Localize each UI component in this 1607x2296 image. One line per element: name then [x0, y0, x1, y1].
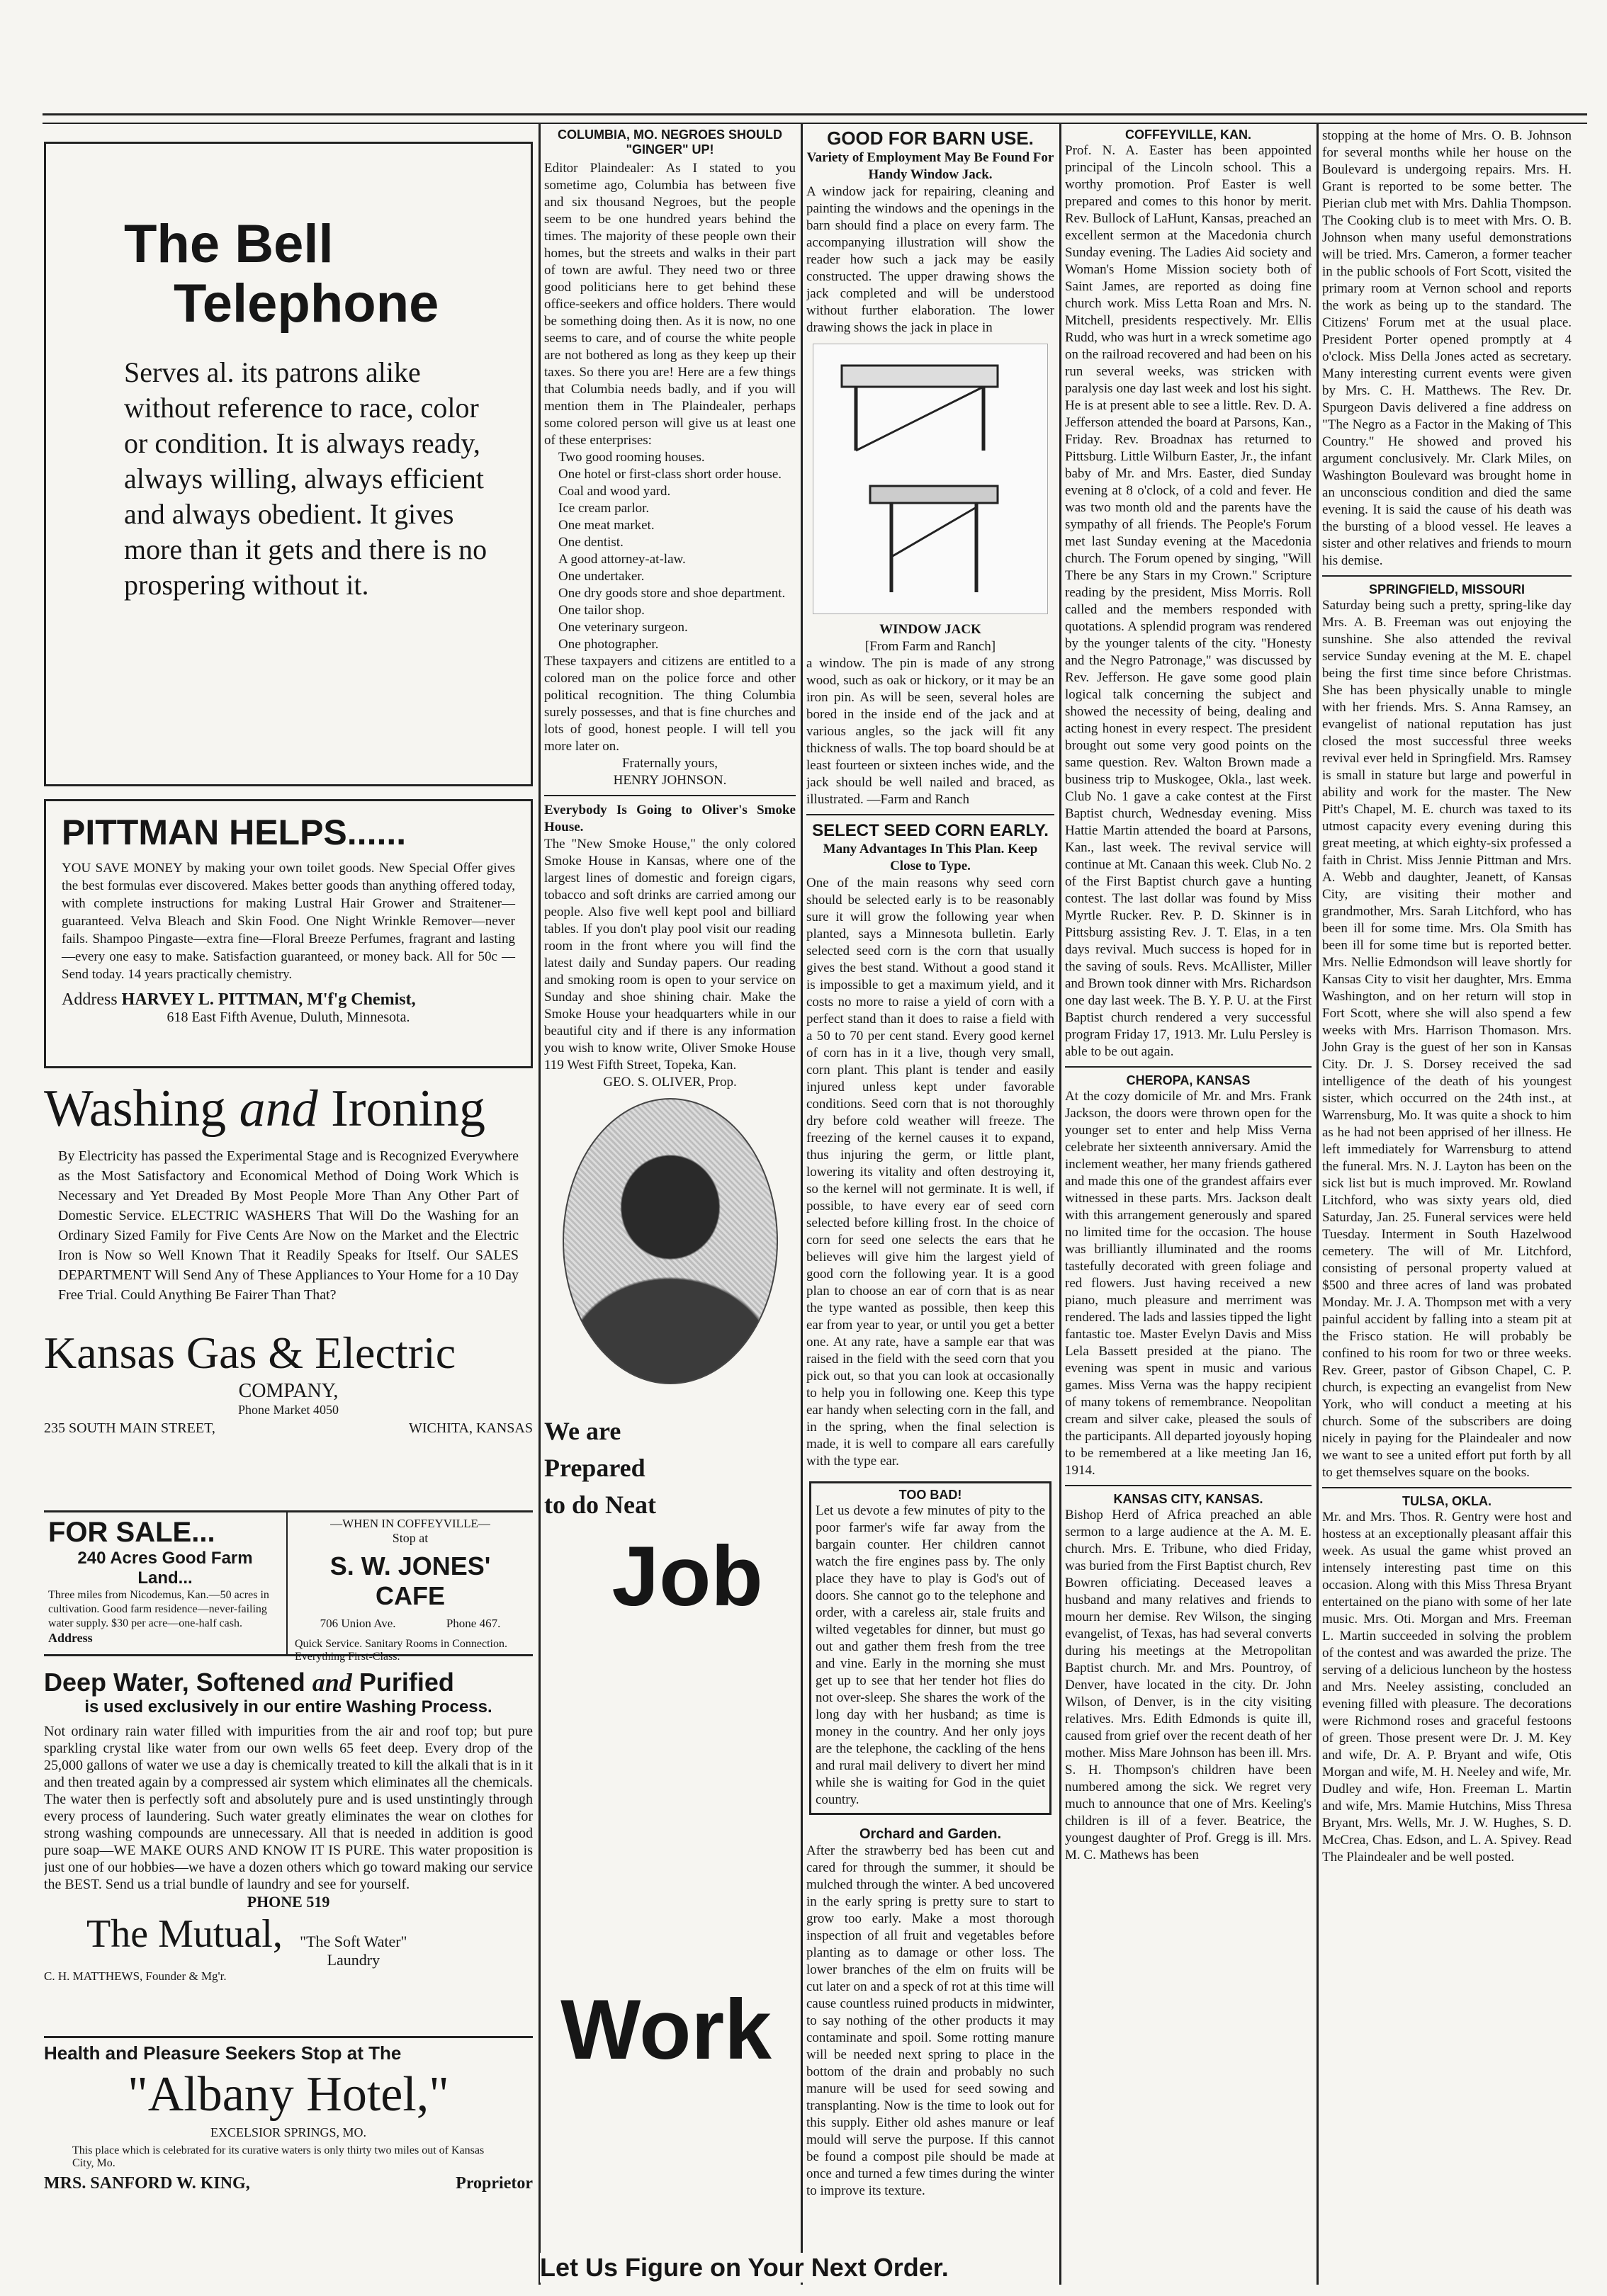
kansas-gas-company: COMPANY, [238, 1380, 339, 1402]
cafe-phone: Phone 467. [446, 1617, 501, 1630]
jack-caption: WINDOW JACK [879, 622, 981, 637]
smoke-house-lead: Everybody Is Going to Oliver's Smoke House. [544, 803, 796, 835]
column-5-top: stopping at the home of Mrs. O. B. Johnson for several months while her house on the Boulevard is undergoing repairs. Mrs. H. Grant is reported to be some better. The Pierian club met with Mrs. Dahlia Thompson. The Cooking club is to meet with Mrs. O. B. Johnson when many useful demonstrations will be tried. Mrs. Cameron, a former teacher in the public schools of Fort Scott, visited the primary room at Vernon school and reports the work as being up to the standard. The Citizens' Forum met at the usual place. President Porter opened promptly at 4 o'clock. Miss Della Jones acted as secretary. Many interesting current events were given by Mrs. C. H. Matthews. The Rev. Dr. Spurgeon Davis delivered a fine address on "The Negro as a Factor in the Making of This Country." He showed and proved his argument conclusively. Mr. Clark Miles, on Washington Boulevard was brought home in an unconscious condition and died the same evening. It is said the cause of his death was the bursting of a blood vessel. He leaves a sister and other relatives and friends to mourn his demise. [1322, 128, 1572, 568]
window-jack-drawing [813, 344, 1047, 613]
albany-proprietor-label: Proprietor [456, 2174, 533, 2193]
columbia-need: One dry goods store and shoe department. [558, 586, 786, 601]
job-work-footer: Let Us Figure on Your Next Order. [540, 2253, 1057, 2283]
smoke-house-signature: GEO. S. OLIVER, Prop. [603, 1075, 737, 1090]
ads-column [44, 128, 533, 2241]
column-rule [1059, 124, 1061, 2285]
too-bad-body: Let us devote a few minutes of pity to the poor farmer's wife far away from the bargain counter. Her children cannot watch the fire engines pass by. The only place they have to play is God's out of doors. She cannot go to the telephone and order, with a careless air, stale fruits and wilted vegetables for dinner, but must go out and gather them fresh from the tree and vine. Early in the morning she must get up to see that her tender hot flies do not over-sleep. She shares the work of the long day with her husband; as time is money in the country. And her only joys are the telephone, the cackling of the hens and rural mail delivery to divert her mind while she is waiting for God in the quiet country. [816, 1503, 1045, 1807]
divider [1322, 1487, 1572, 1488]
kansas-city-title: KANSAS CITY, KANSAS. [1113, 1492, 1263, 1506]
seed-corn-sub: Many Advantages In This Plan. Keep Close to Type. [823, 842, 1038, 873]
albany-proprietor-name: MRS. SANFORD W. KING, [44, 2174, 250, 2193]
kansas-gas-city: WICHITA, KANSAS [408, 1420, 533, 1436]
divider [544, 795, 796, 796]
cafe-street: 706 Union Ave. [320, 1617, 396, 1630]
columbia-need: A good attorney-at-law. [558, 552, 686, 567]
pittman-address-label: Address [62, 990, 118, 1009]
cafe-tag: Quick Service. Sanitary Rooms in Connection. Everything First-Class. [295, 1638, 507, 1663]
mutual-title [44, 1668, 533, 1697]
pittman-address-name: HARVEY L. PITTMAN, M'f'g Chemist, [121, 990, 416, 1009]
too-bad-title: TOO BAD! [898, 1488, 962, 1502]
for-sale-title: FOR SALE... [48, 1517, 215, 1548]
albany-name: "Albany Hotel," [128, 2067, 449, 2122]
seed-corn-body: One of the main reasons why seed corn should be selected early is to be reasonably sure it will grow the following year when planted, says a Minnesota bulletin. Early selected seed corn is the corn that usually gives the best stand. Without a good stand it is impossible to get a maximum yield, and it costs no more to raise a yield of corn with a perfect stand than it does to raise a field with a 50 to 70 per cent stand. Every good kernel of corn has in it a live, though very small, corn plant. This plant is tender and easily injured unless kept under favorable conditions. Seed corn that is not thoroughly dry before cold weather will freeze. The freezing of the kernel causes it to expand, thus injuring the germ, or little plant, lowering its vitality and often destroying it, so the kernel will not germinate. It is well, if possible, to have every ear of seed corn selected before killing frost. In the choice of corn for seed one selects the ears that he believes will give him the largest yield of good corn the following year. It is a good plan to choose an ear of corn that is as near the type wanted as possible, then keep this ear from year to year, or until you get a better one. At any rate, have a sample ear that was raised in the field with the seed corn that you pick out, so that you can look at occasionally to help you in following one. Keep this type ear handy when selecting corn in the fall, and in the spring, when the final selection is made, it is well to compare all ears carefully with the type ear. [806, 876, 1054, 1469]
columbia-need: One hotel or first-class short order house. [558, 467, 782, 482]
too-bad-box [809, 1481, 1051, 1815]
albany-body: This place which is celebrated for its curative waters is only thirty two miles out of Kansas City, Mo. [72, 2144, 485, 2169]
divider [1322, 575, 1572, 577]
pittman-street: 618 East Fifth Avenue, Duluth, Minnesota. [167, 1010, 410, 1025]
for-sale-cafe-row [44, 1510, 533, 1663]
for-sale-address: Address [48, 1631, 93, 1645]
pittman-address [62, 990, 515, 1010]
jack-credit: [From Farm and Ranch] [864, 639, 996, 654]
washing-body: By Electricity has passed the Experimental Stage and is Recognized Everywhere as the Most Satisfactory and Economical Method of Doing Work Which is Necessary and Yet Dreaded By Most People More Than Any Other Part of Domestic Service. ELECTRIC WASHERS That Will Do the Washing for an Ordinary Sized Family for Five Cents Are Now on the Market and the Electric Iron is Now so Well Known That it Readily Speaks for Itself. Our SALES DEPARTMENT Will Send Any of These Appliances to Your Home for a 10 Day Free Trial. Could Anything Be Fairer Than That? [58, 1148, 519, 1303]
orchard-title: Orchard and Garden. [859, 1826, 1002, 1842]
for-sale-ad [44, 1512, 288, 1654]
kansas-gas-address: 235 SOUTH MAIN STREET, [44, 1420, 215, 1436]
work-word: Work [560, 1982, 772, 2077]
washing-title-and: and [239, 1080, 318, 1138]
mutual-body: Not ordinary rain water filled with impurities from the air and roof top; but pure sparkling crystal like water from our own wells 65 feet deep. Every drop of the 25,000 gallons of water we use a day is chemically treated to kill the alkali that is in it and then treated again by a compressed air system which eliminates all the chemicals. The water then is perfectly soft and absolutely pure and is used unstintingly through every process of laundering. Such water greatly eliminates the wear on clothes for strong washing compounds are unnecessary. All that is needed in addition is good pure soap—WE MAKE OURS AND KNOW IT IS PURE. This water proposition is just one of our hobbies—we have a dozen others which go toward making our service the BEST. Send us a trial bundle of laundry and see for yourself. [44, 1724, 533, 1892]
jones-cafe-ad [288, 1512, 533, 1663]
smoke-house-body: The "New Smoke House," the only colored Smoke House in Kansas, where one of the largest lines of domestic and foreign cigars, tobacco and soft drinks are carried among our people. Also five well kept pool and billiard tables. If you don't play pool visit our reading room in the front where you will find the latest daily and Sunday papers. Our reading and smoking room is open to your service on Sunday and shoe shining chair. Make the Smoke House your headquarters while in our beautiful city and if there is any information you wish to know write, Oliver Smoke House 119 West Fifth Street, Topeka, Kan. [544, 837, 796, 1073]
pittman-body: YOU SAVE MONEY by making your own toilet goods. New Special Offer gives the best formulas ever discovered. Makes better goods than anything offered today, with complete instructions for making Lustral Hair Grower and Straitener—guaranteed. Velva Bleach and Skin Food. One Night Wrinkle Remover—never fails. Shampoo Pingaste—extra fine—Floral Breeze Perfumes, fragrant and lasting—every one easy to make. Satisfaction guaranteed, or money back. All for 50c —Send today. 14 years practically chemistry. [62, 861, 515, 982]
columbia-title: COLUMBIA, MO. NEGROES SHOULD "GINGER" UP! [557, 128, 782, 157]
columbia-signature: HENRY JOHNSON. [613, 773, 727, 788]
mutual-name-row [44, 1911, 533, 1969]
job-line: We are [544, 1417, 621, 1445]
mutual-name: The Mutual, [86, 1912, 283, 1956]
column-rule [801, 124, 803, 2285]
tulsa-body: Mr. and Mrs. Thos. R. Gentry were host and hostess at an exceptionally pleasant affair this week. As usual the game whist proved an intensely interesting past time on this occasion. Along with this Miss Thresa Bryant entertained on the piano with some of her late music. Mrs. Oti. Morgan and Mrs. Freeman L. Martin succeeded in solving the problem of the contest and was awarded the prize. The serving of a delicious luncheon by the hostess and Mrs. Neeley assisting, concluded an evening filled with pleasure. The decorations were Richmond roses and graceful festoons of green. Those present were Dr. J. M. Key and wife, Dr. A. P. Bryant and wife, Otis Morgan and wife, M. H. Neeley and wife, Mr. Dudley and wife, Hon. Freeman L. Martin and wife, Mrs. Mamie Hutchins, Miss Thresa Bryant, Mrs. Wells, Mr. J. W. Hughes, S. D. McCrea, Chas. Edson, and L. A. Spivey. Read The Plaindealer and be well posted. [1322, 1510, 1572, 1865]
orchard-body: After the strawberry bed has been cut and cared for through the summer, it should be mulched through the winter. A bed uncovered in the early spring is pretty sure to start to grow too early. Make a most thorough inspection of all fruit and vegetables before planting as to damage or other loss. The lower branches of the elm on fruits will be cut later on and a speck of rot at this time will cause countless ruined products in midwinter, to say nothing of the other products it may contaminate and spoil. Some rotting manure will be needed next spring to place in the bottom of the drain and probably no such manure will be used for seed sowing and transplanting. Now is the time to look out for this supply. Either old ashes manure or leaf mould will serve the purpose. If this cannot be found a compost pile should be made at once and turned a few times during the winter to improve its texture. [806, 1843, 1054, 2198]
kansas-gas-phone: Phone Market 4050 [238, 1403, 339, 1417]
mutual-title-b: Purified [359, 1668, 454, 1697]
columbia-closing: These taxpayers and citizens are entitled to a colored man on the police force and other political recognition. The thing Columbia surely possesses, and that is fine churches and lots of good, honest people. I will tell you more later on. [544, 654, 796, 754]
column-rule [1316, 124, 1319, 2285]
barn-body: A window jack for repairing, cleaning and painting the windows and the openings in the barn should find a place on every farm. The accompanying illustration will show the reader how such a jack may be easily constructed. The upper drawing shows the jack completed and will be understood without further elaboration. The lower drawing shows the jack in place in [806, 184, 1054, 335]
job-word: Job [611, 1529, 763, 1624]
columbia-needs [558, 449, 796, 653]
cafe-when: —WHEN IN COFFEYVILLE— [330, 1517, 490, 1530]
top-rule [43, 113, 1587, 124]
job-line: to do Neat [544, 1491, 656, 1519]
columbia-need: Ice cream parlor. [558, 501, 650, 516]
columbia-need: One undertaker. [558, 569, 645, 584]
bell-body: Serves al. its patrons alike without reference to race, color or condition. It is always ready, always willing, always efficient and always obedient. It gives more than it gets and there is no prospering without it. [124, 356, 487, 601]
for-sale-sub: 240 Acres Good Farm Land... [77, 1549, 253, 1588]
column-rule [539, 124, 541, 2285]
kansas-gas-title: Kansas Gas & Electric [44, 1328, 456, 1378]
divider [1065, 1066, 1312, 1068]
mutual-title-and: and [312, 1668, 352, 1697]
column-5 [1322, 128, 1572, 2281]
mutual-tagline: "The Soft Water" Laundry [300, 1933, 407, 1969]
springfield-title: SPRINGFIELD, MISSOURI [1368, 582, 1526, 596]
mutual-title-a: Deep Water, Softened [44, 1668, 305, 1697]
columbia-need: One tailor shop. [558, 603, 645, 618]
mutual-sub: is used exclusively in our entire Washing Process. [84, 1697, 492, 1717]
coffeyville-body: Prof. N. A. Easter has been appointed principal of the Lincoln school. This a worthy promotion. Prof Easter is well prepared and comes to this honor by merit. Rev. Bullock of LaHunt, Kansas, preached an excellent sermon at the Macedonia church Sunday evening. The Ladies Aid society and Woman's Home Mission society both of Saint James, are reported as doing fine church work. Miss Letta Roan and Mrs. N. Mitchell, presidents respectively. Mr. Ellis Rudd, who was hurt in a wreck sometime ago on the railroad recovered and had been on his run several weeks, was stricken with paralysis one day last week and lost his sight. He is at present able to see a little. Rev. D. A. Jefferson attended the board at Parsons, Kan., Friday. Rev. Broadnax has returned to Pittsburg. Little Wilburn Easter, Jr., the infant baby of Mr. and Mrs. Easter, died Sunday evening at 8 o'clock, of a cold and fever. He was two month old and the parents have the sympathy of all friends. The People's Forum met last Sunday evening at the Macedonia church. The Forum opened by singing, "Will There be any Stars in my Crown." Scripture reading by the president, Miss Morris. Roll called and the members responded with quotations. A splendid program was rendered by the younger talents of the city. "Honesty and the Negro Patronage," was discussed by Rev. Jefferson. He gave some good plain logical talk concerning the subject and showed the necessity of being, dealing and acting honest in every respect. The president brought out some very good points on the same question. Rev. Walton Brown made a business trip to Muskogee, Okla., last week. Club No. 1 gave a cake contest at the First Baptist church, Wednesday evening. Miss Hattie Martin attended the board at Parsons, Kan., last week. The revival service will continue at Mt. Canaan this week. Club No. 2 of the First Baptist church gave a hunting contest. The last dollar was found by Miss Myrtle Rucker. Rev. P. D. Skinner is in Pittsburg assisting Rev. J. T. Elas, in a ten days revival. Much success is hoped for in the saving of souls. Revs. McAllister, Miller and Brown took dinner with Mrs. Richardson one day last week. The B. Y. P. U. at the First Baptist church rendered a very successful program Friday 17, 1913. Mr. Lulu Persley is able to be out again. [1065, 143, 1312, 1059]
job-work-lines [544, 1413, 796, 1523]
washing-title [44, 1078, 533, 1139]
cherokee-title: CHEROPA, KANSAS [1126, 1073, 1251, 1087]
albany-town: EXCELSIOR SPRINGS, MO. [210, 2125, 367, 2139]
albany-proprietor-row [44, 2174, 533, 2193]
columbia-body: Editor Plaindealer: As I stated to you sometime ago, Columbia has between five and six thousand Negroes, but the people seem to be one hundred years behind the times. The majority of these people own their homes, but the streets and walks in their part of town are awful. They need two or three good politicians here to get behind these office-seekers and office holders. There would be something doing then. As it is now, no one seems to care, and of course the white people are not bothered as long as they keep up their taxes. So there you are! Here are a few things that Columbia needs badly, and if you will mention them in The Plaindealer, perhaps some colored person will give us at least one of these enterprises: [544, 161, 796, 448]
column-3 [806, 128, 1054, 2281]
for-sale-body: Three miles from Nicodemus, Kan.—50 acres in cultivation. Good farm residence—never-failing water supply. $30 per acre—one-half cash. [48, 1589, 269, 1629]
portrait-photo [563, 1098, 778, 1384]
column-4 [1065, 128, 1312, 2281]
kansas-city-body: Bishop Herd of Africa preached an able sermon to a large audience at the A. M. E. church. Mrs. E. Tribune, who died Friday, was buried from the First Baptist church, Rev Bowren officiating. Deceased leaves a husband and many relatives and friends to mourn her demise. Rev Wilson, the singing evangelist, of Texas, has had several converts during his meetings at the Metropolitan Baptist church. Mr. and Mrs. Pountroy, of Denver, have located in the city. Dr. John Wilson, of Denver, is in the city visiting relatives. Mrs. Edith Edmonds is quite ill, caused from grief over the recent death of her mother. Miss Mare Johnson has been ill. Mrs. S. H. Thompson's children have been numbered among the sick. We regret very much to announce that one of Mrs. Keeling's children is ill of a fever. Beatrice, the youngest daughter of Prof. Gregg is ill. Mrs. M. C. Mathews has been [1065, 1508, 1312, 1862]
bell-title-line2: Telephone [174, 273, 439, 334]
window-jack-illustration [813, 344, 1048, 614]
barn-body-2: a window. The pin is made of any strong wood, such as oak or hickory, or it may be an iron pin. As will be seen, several holes are bored in the inside end of the jack and at various angles, so the jack will fit any thickness of walls. The top board should be at least fourteen or sixteen inches wide, and the jack should be well nailed and braced, as illustrated. —Farm and Ranch [806, 656, 1054, 807]
cafe-street-row [295, 1617, 526, 1631]
kansas-gas-address-row [44, 1418, 533, 1440]
albany-lead: Health and Pleasure Seekers Stop at The [44, 2042, 402, 2064]
cafe-stop: Stop at [392, 1531, 429, 1545]
coffeyville-title: COFFEYVILLE, KAN. [1124, 128, 1251, 142]
divider [806, 814, 1054, 815]
mutual-laundry-ad [44, 1668, 533, 2036]
mutual-phone: PHONE 519 [247, 1893, 330, 1911]
column-2 [544, 128, 796, 2281]
columbia-need: Coal and wood yard. [558, 484, 671, 499]
divider [1065, 1485, 1312, 1486]
columbia-need: Two good rooming houses. [558, 450, 705, 465]
mutual-founder: C. H. MATTHEWS, Founder & Mg'r. [44, 1969, 227, 1983]
tulsa-title: TULSA, OKLA. [1402, 1494, 1492, 1508]
springfield-body: Saturday being such a pretty, spring-like day Mrs. A. B. Freeman was out enjoying the sunshine. She also attended the revival service Sunday evening at the M. E. chapel being the first time since before Christmas. She has been physically unable to mingle with her friends. Mrs. S. Anna Ramsey, an evangelist of national reputation has just closed the most successful three weeks revival ever held in Springfield. Mrs. Ramsey is small in stature but large and powerful in ability and work for the master. The New Pitt's Chapel, M. E. church was taxed to its utmost capacity every evening during this great meeting, at which eighty-six professed a faith in Christ. Miss Jennie Pittman and Mrs. A. Webb and daughter, Jeanett, of Kansas City, are visiting their mother and grandmother, Mrs. Sarah Litchford, who has been ill for some time. Mrs. Ola Smith has been ill for some time but is reported better. Mrs. Nellie Edmondson will leave shortly for Kansas City to visit her daughter, Mrs. Emma Washington, and on her return will stop in Fort Scott, where she will also spend a few weeks with Mrs. Harrison Thomason. Mrs. John Gray is the guest of her son in Kansas City. Dr. J. S. Dorsey received the sad intelligence of the death of his youngest sister, which occurred on the 24th inst., at Warrensburg, Mo. It was quite a shock to him as he had not been apprised of her illness. He left immediately for Warrensburg to attend the funeral. Mrs. N. J. Layton has been on the sick list but is much improved. Mr. Rowland Litchford, who was sixty years old, died Saturday, Jan. 25. Funeral services were held Tuesday. Interment in South Hazelwood cemetery. The will of Mr. Litchford, consisting of personal property valued at $500 and three acres of land was probated Monday. Mr. J. A. Thompson met with a very painful accident by falling into a steam pit at the Frisco station. He will probably be confined to his room for two or three weeks. Rev. Greer, pastor of Gibson Chapel, C. P. church, is expecting an evangelist from New York, who will conduct a meeting at his church. Some of the subscribers are doing nicely in paying for the Plaindealer and now we want to see a united effort put forth by all to get themselves square on the books. [1322, 598, 1572, 1480]
washing-title-b: Ironing [331, 1080, 485, 1138]
washing-title-a: Washing [44, 1080, 227, 1138]
bell-telephone-ad [44, 142, 533, 786]
barn-title: GOOD FOR BARN USE. [827, 128, 1034, 149]
columbia-signoff: Fraternally yours, [621, 756, 718, 771]
pittman-ad [44, 799, 533, 1068]
columbia-need: One dentist. [558, 535, 624, 550]
columbia-need: One photographer. [558, 637, 659, 652]
job-line: Prepared [544, 1454, 645, 1482]
barn-sub: Variety of Employment May Be Found For Handy Window Jack. [806, 150, 1054, 182]
washing-ironing-ad [44, 1078, 533, 1475]
columbia-need: One veterinary surgeon. [558, 620, 688, 635]
seed-corn-title: SELECT SEED CORN EARLY. [812, 821, 1049, 840]
cafe-name: S. W. JONES' CAFE [329, 1551, 491, 1610]
columbia-need: One meat market. [558, 518, 655, 533]
cherokee-body: At the cozy domicile of Mr. and Mrs. Frank Jackson, the doors were thrown open for the younger set to enter and help Miss Verna celebrate her sixteenth anniversary. Amid the inclement weather, her many friends gathered and made this one of the grandest affairs ever witnessed in these parts. Mrs. Jackson dealt with this arrangement generously and spared no limited time for the occasion. The house was brilliantly illuminated and the rooms tastefully decorated with green foliage and red flowers. Just having received a new piano, much pleasure and merriment was rendered. The lads and lassies tipped the light fantastic toe. Master Evelyn Davis and Miss Lela Bassett presided at the piano. The evening was spent in music and various games. Miss Verna was the happy recipient of many tokens of remembrance. Neopolitan cream and silver cake, pleased the souls of the participants. All departed joyously hoping to be remembered at a like meeting Jan 16, 1914. [1065, 1089, 1312, 1478]
pittman-title: PITTMAN HELPS...... [62, 813, 407, 852]
bell-title-line1: The Bell [124, 214, 334, 274]
albany-hotel-ad [44, 2036, 533, 2241]
